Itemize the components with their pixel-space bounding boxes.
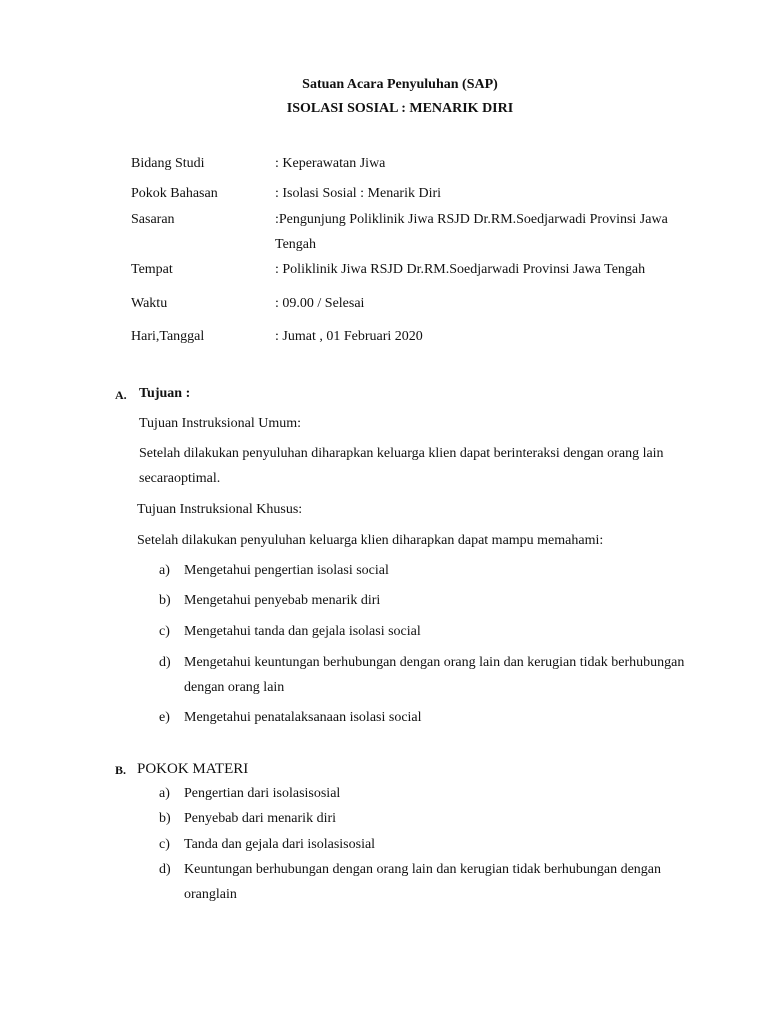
info-value-sasaran: :Pengunjung Poliklinik Jiwa RSJD Dr.RM.Soedjarwadi Provinsi Jawa xyxy=(275,212,668,227)
list-item-cont: dengan orang lain xyxy=(184,680,285,695)
info-label-hari-tanggal: Hari,Tanggal xyxy=(131,329,205,344)
list-item: Mengetahui pengertian isolasi social xyxy=(184,563,389,578)
info-label-sasaran: Sasaran xyxy=(131,212,175,227)
info-value-waktu: : 09.00 / Selesai xyxy=(275,296,365,311)
list-marker: d) xyxy=(159,862,171,877)
list-marker: b) xyxy=(159,593,171,608)
list-item: Mengetahui keuntungan berhubungan dengan orang lain dan kerugian tidak berhubungan xyxy=(184,655,685,670)
tik-heading: Tujuan Instruksional Khusus: xyxy=(137,502,303,517)
tiu-text-line1: Setelah dilakukan penyuluhan diharapkan keluarga klien dapat berinteraksi dengan orang lain xyxy=(139,446,664,461)
tiu-text-line2: secaraoptimal. xyxy=(139,471,221,486)
list-marker: e) xyxy=(159,710,170,725)
info-label-pokok-bahasan: Pokok Bahasan xyxy=(131,186,218,201)
list-marker: d) xyxy=(159,655,171,670)
tik-intro: Setelah dilakukan penyuluhan keluarga klien diharapkan dapat mampu memahami: xyxy=(137,533,604,548)
list-marker: a) xyxy=(159,563,170,578)
section-b-heading: POKOK MATERI xyxy=(137,761,249,777)
list-marker: a) xyxy=(159,786,170,801)
info-value-pokok-bahasan: : Isolasi Sosial : Menarik Diri xyxy=(275,186,442,201)
section-b-letter: B. xyxy=(115,763,127,777)
document-title: Satuan Acara Penyuluhan (SAP) xyxy=(302,77,498,92)
list-item: Tanda dan gejala dari isolasisosial xyxy=(184,837,376,852)
section-a-letter: A. xyxy=(115,388,127,402)
list-item-cont: oranglain xyxy=(184,887,237,902)
list-item: Mengetahui penyebab menarik diri xyxy=(184,593,381,608)
tiu-heading: Tujuan Instruksional Umum: xyxy=(139,416,302,431)
list-marker: b) xyxy=(159,811,171,826)
list-item: Mengetahui penatalaksanaan isolasi social xyxy=(184,710,422,725)
info-label-waktu: Waktu xyxy=(131,296,168,311)
list-item: Pengertian dari isolasisosial xyxy=(184,786,341,801)
list-marker: c) xyxy=(159,837,170,852)
info-value-tempat: : Poliklinik Jiwa RSJD Dr.RM.Soedjarwadi Provinsi Jawa Tengah xyxy=(275,262,646,277)
list-marker: c) xyxy=(159,624,170,639)
section-a-heading: Tujuan : xyxy=(139,386,191,401)
info-value-sasaran-cont: Tengah xyxy=(275,237,317,252)
info-label-tempat: Tempat xyxy=(131,262,173,277)
list-item: Penyebab dari menarik diri xyxy=(184,811,337,826)
info-label-bidang-studi: Bidang Studi xyxy=(131,156,205,171)
list-item: Keuntungan berhubungan dengan orang lain dan kerugian tidak berhubungan dengan xyxy=(184,862,662,877)
list-item: Mengetahui tanda dan gejala isolasi social xyxy=(184,624,421,639)
info-value-bidang-studi: : Keperawatan Jiwa xyxy=(275,156,386,171)
document-subtitle: ISOLASI SOSIAL : MENARIK DIRI xyxy=(286,101,514,116)
info-value-hari-tanggal: : Jumat , 01 Februari 2020 xyxy=(275,329,423,344)
